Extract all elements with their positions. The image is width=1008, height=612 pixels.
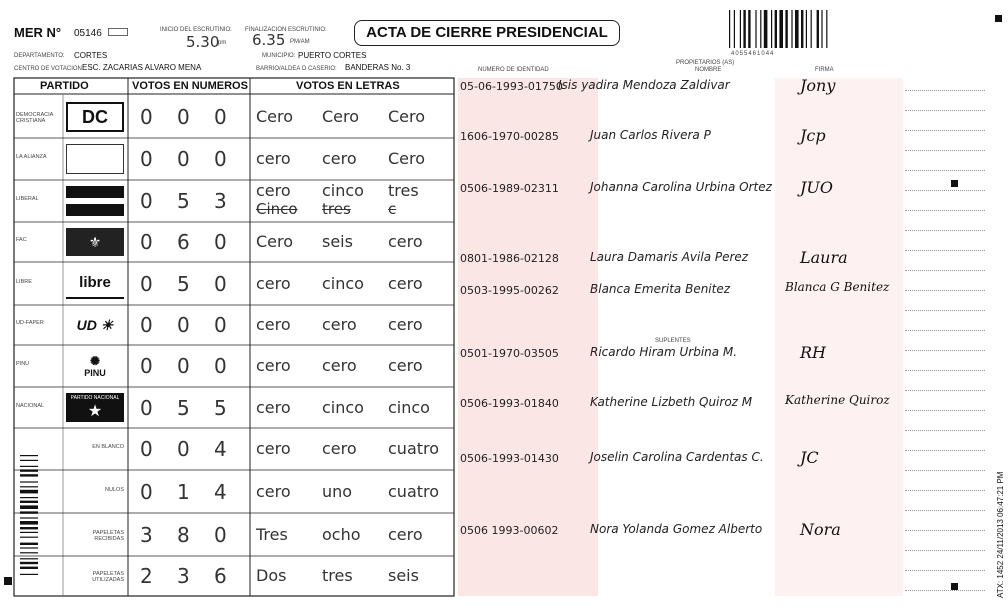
- vote-digit: 0: [140, 189, 153, 213]
- vote-digit: 5: [214, 395, 227, 420]
- vote-digit: 0: [214, 105, 227, 129]
- dotted-line: [905, 450, 985, 451]
- document-title: ACTA DE CIERRE PRESIDENCIAL: [354, 20, 620, 46]
- vote-word: cero: [256, 356, 291, 375]
- vote-digit: 6: [177, 230, 190, 254]
- vote-digit: 0: [214, 147, 227, 171]
- vote-digit: 0: [140, 230, 153, 254]
- member-signature: Jony: [800, 76, 836, 95]
- col-partido: PARTIDO: [40, 80, 89, 92]
- vote-digit: 0: [177, 105, 190, 129]
- vote-digit: 0: [214, 271, 227, 296]
- identity-column-shade: [458, 78, 598, 596]
- vote-word: cero: [256, 481, 291, 501]
- member-signature: Jcp: [800, 126, 826, 145]
- member-identity: 0801-1986-02128: [460, 252, 559, 265]
- inicio-suffix: pm: [218, 40, 227, 46]
- dotted-line: [905, 490, 985, 491]
- dotted-line: [905, 130, 985, 131]
- member-name: Nora Yolanda Gomez Alberto: [590, 522, 763, 536]
- vote-word: Tres: [256, 524, 288, 544]
- party-name: LIBRE: [16, 278, 32, 285]
- party-name: LA ALIANZA: [16, 154, 47, 160]
- party-logo: [66, 186, 124, 216]
- vote-word: Cero: [388, 149, 426, 168]
- vote-word: Cero: [322, 107, 360, 126]
- dotted-line: [905, 310, 985, 311]
- inicio-value: 5.30: [186, 33, 220, 51]
- party-name: LIBERAL: [16, 196, 39, 202]
- party-logo: ✺ PINU: [84, 354, 106, 378]
- vote-word: ocho: [322, 524, 361, 544]
- vote-word: tres: [322, 566, 353, 585]
- vote-digit: 3: [177, 564, 190, 588]
- member-identity: 0503-1995-00262: [460, 284, 559, 297]
- member-name: Johanna Carolina Urbina Ortez: [590, 180, 772, 194]
- party-name: PAPELETAS RECIBIDAS: [92, 529, 124, 542]
- struck-word: c: [388, 200, 397, 218]
- member-name: Isis yadira Mendoza Zaldivar: [558, 78, 730, 92]
- vote-digit: 0: [177, 313, 190, 337]
- col-numeros: VOTOS EN NUMEROS: [132, 80, 248, 92]
- vote-word: uno: [322, 481, 353, 501]
- vote-digit: 1: [177, 479, 190, 504]
- dotted-line: [905, 90, 985, 91]
- barcode-bar: [20, 505, 38, 509]
- vote-word: cuatro: [388, 439, 440, 458]
- vote-word: cinco: [322, 397, 364, 417]
- departamento-value: CORTES: [74, 51, 108, 60]
- vote-digit: 0: [140, 479, 153, 504]
- vote-word: cero: [322, 315, 357, 334]
- member-identity: 1606-1970-00285: [460, 130, 559, 143]
- member-signature: Nora: [800, 520, 841, 539]
- dotted-line: [905, 570, 985, 571]
- vote-word: cinco: [322, 273, 364, 293]
- vote-word: cero: [388, 273, 423, 293]
- barcode-bar: [20, 469, 38, 471]
- vote-word: cero: [322, 439, 357, 458]
- vote-digit: 0: [177, 354, 190, 378]
- vote-word: Dos: [256, 566, 287, 585]
- vote-digit: 6: [214, 564, 227, 588]
- barcode-bar: [20, 527, 38, 529]
- barcode-bar: [20, 497, 38, 498]
- dotted-line: [905, 550, 985, 551]
- member-identity: 05-06-1993-01750: [460, 80, 563, 93]
- nombre-label: NOMBRE: [695, 67, 722, 73]
- vote-digit: 3: [140, 522, 153, 547]
- member-name: Joselin Carolina Cardentas C.: [590, 450, 764, 464]
- vote-digit: 0: [214, 354, 227, 378]
- firma-label: FIRMA: [815, 67, 834, 73]
- fin-value: 6.35: [252, 31, 286, 49]
- member-signature: Blanca G Benitez: [785, 280, 890, 294]
- dotted-line: [905, 170, 985, 171]
- dotted-line: [905, 270, 985, 271]
- barcode-bar: [20, 562, 38, 564]
- vote-digit: 0: [177, 437, 190, 461]
- dotted-line: [905, 110, 985, 111]
- vote-digit: 0: [140, 437, 153, 461]
- member-name: Katherine Lizbeth Quiroz M: [590, 395, 753, 409]
- barcode-bar: [20, 537, 38, 538]
- member-signature: Laura: [800, 248, 848, 267]
- vote-digit: 0: [140, 313, 153, 337]
- vote-word: cero: [256, 315, 291, 334]
- dotted-line: [905, 290, 985, 291]
- barcode-bar: [20, 486, 38, 487]
- barcode-bar: [20, 490, 38, 494]
- vote-word: cero: [256, 149, 291, 168]
- vote-word: cero: [388, 315, 423, 334]
- member-signature: JC: [800, 448, 819, 467]
- barcode-left: [20, 455, 60, 575]
- vote-word: seis: [322, 232, 353, 251]
- vote-digit: 0: [214, 230, 227, 254]
- vote-word: cero: [388, 232, 423, 251]
- member-identity: 0506-1993-01840: [460, 397, 559, 410]
- vote-word: cero: [256, 397, 291, 417]
- barcode-bar: [20, 511, 38, 513]
- vote-digit: 4: [214, 479, 227, 504]
- vote-digit: 0: [140, 395, 153, 420]
- struck-word: Cinco: [256, 200, 298, 218]
- party-name: NULOS: [105, 486, 124, 493]
- dotted-line: [905, 390, 985, 391]
- vote-digit: 0: [140, 105, 153, 129]
- dotted-line: [905, 350, 985, 351]
- barcode-bar: [20, 481, 38, 482]
- vote-word: tres: [388, 181, 419, 200]
- vote-digit: 0: [140, 354, 153, 378]
- member-signature: Katherine Quiroz: [785, 393, 890, 407]
- party-name: NACIONAL: [16, 402, 45, 409]
- barrio-value: BANDERAS No. 3: [345, 63, 411, 72]
- vote-word: cero: [322, 356, 357, 375]
- member-signature: JUO: [800, 178, 834, 197]
- identidad-label: NUMERO DE IDENTIDAD: [478, 67, 549, 73]
- barcode-bar: [20, 567, 38, 569]
- dotted-line: [905, 210, 985, 211]
- vote-digit: 0: [140, 147, 153, 171]
- municipio-value: PUERTO CORTES: [298, 51, 367, 60]
- departamento-label: DEPARTAMENTO:: [14, 53, 65, 59]
- vote-word: cero: [388, 356, 423, 375]
- vote-digit: 5: [177, 395, 190, 420]
- party-logo: UD ☀: [76, 316, 114, 333]
- party-name: PINU: [16, 361, 30, 367]
- dotted-line: [905, 590, 985, 591]
- barcode-bar: [20, 547, 38, 548]
- barcode-bar: [20, 466, 38, 467]
- dotted-line: [905, 330, 985, 331]
- barcode-bar: [20, 574, 38, 575]
- barcode-bar: [20, 532, 38, 533]
- member-name: Laura Damaris Avila Perez: [590, 250, 749, 264]
- member-name: Ricardo Hiram Urbina M.: [590, 345, 738, 359]
- vote-word: Cero: [388, 107, 426, 126]
- side-stamp: ATX: 1452 24/11/2013 06:47:21 PM: [996, 471, 1005, 598]
- vote-digit: 5: [177, 189, 190, 213]
- vote-digit: 0: [140, 271, 153, 296]
- member-identity: 0506-1993-01430: [460, 452, 559, 465]
- member-name: Juan Carlos Rivera P: [590, 128, 711, 142]
- vote-digit: 8: [177, 522, 190, 547]
- vote-word: cero: [256, 273, 291, 293]
- dotted-line: [905, 530, 985, 531]
- vote-digit: 3: [214, 189, 227, 213]
- centro-label: CENTRO DE VOTACION:: [14, 66, 84, 72]
- propietarios-label: PROPIETARIOS (AS): [676, 60, 735, 66]
- party-logo: DC: [66, 102, 124, 132]
- barcode-bar: [20, 501, 38, 503]
- party-name: UD-FAPER: [16, 320, 44, 326]
- party-name: EN BLANCO: [92, 444, 124, 450]
- dotted-line: [905, 370, 985, 371]
- mer-label: MER N°: [14, 25, 62, 40]
- dotted-line: [905, 190, 985, 191]
- fin-label: FINALIZACION ESCRUTINIO:: [245, 27, 327, 33]
- barcode-bar: [20, 558, 38, 559]
- barcode-number: 4055461044: [731, 51, 775, 57]
- vote-word: cuatro: [388, 481, 440, 501]
- party-name: PAPELETAS UTILIZADAS: [92, 571, 124, 583]
- party-logo: PARTIDO NACIONAL ★: [66, 393, 124, 422]
- dotted-line: [905, 150, 985, 151]
- vote-digit: 5: [177, 271, 190, 296]
- centro-value: ESC. ZACARIAS ALVARO MENA: [82, 63, 202, 72]
- party-logo: [66, 144, 124, 174]
- vote-digit: 0: [177, 147, 190, 171]
- fin-suffix: PM/AM: [290, 39, 310, 45]
- vote-digit: 0: [214, 313, 227, 337]
- barcode-bar: [20, 543, 38, 545]
- party-logo: libre: [66, 268, 124, 299]
- municipio-label: MUNICIPIO:: [262, 53, 296, 59]
- inicio-label: INICIO DEL ESCRUTINIO:: [160, 27, 232, 33]
- member-identity: 0506-1989-02311: [460, 182, 559, 195]
- vote-word: cero: [322, 149, 357, 168]
- barcode-bar: [20, 460, 38, 461]
- vote-word: Cero: [256, 107, 294, 126]
- barcode-bar: [20, 517, 38, 518]
- vote-word: Cero: [256, 232, 294, 251]
- col-letras: VOTOS EN LETRAS: [296, 80, 400, 92]
- party-name: FAC: [16, 237, 27, 243]
- member-identity: 0506 1993-00602: [460, 524, 559, 537]
- vote-digit: 2: [140, 564, 153, 588]
- dotted-line: [905, 470, 985, 471]
- vote-digit: 4: [214, 437, 227, 461]
- vote-word: cero: [388, 524, 423, 544]
- barcode-bar: [20, 455, 38, 456]
- vote-word: seis: [388, 566, 419, 585]
- dotted-line: [905, 410, 985, 411]
- barcode-bar: [20, 521, 38, 525]
- vote-word: cinco: [322, 181, 364, 200]
- vote-digit: 0: [214, 522, 227, 547]
- mer-number: 05146: [74, 28, 102, 39]
- vote-word: cero: [256, 439, 291, 458]
- member-identity: 0501-1970-03505: [460, 347, 559, 360]
- vote-word: cinco: [388, 397, 430, 417]
- dotted-line: [905, 250, 985, 251]
- party-name: DEMOCRACIA CRISTIANA: [16, 112, 53, 124]
- dotted-line: [905, 510, 985, 511]
- member-signature: RH: [800, 343, 826, 362]
- signature-column-shade: [775, 78, 903, 596]
- barcode-bar: [20, 552, 38, 553]
- dotted-line: [905, 430, 985, 431]
- suplentes-label: SUPLENTES: [655, 338, 691, 344]
- member-name: Blanca Emerita Benitez: [590, 282, 731, 296]
- struck-word: tres: [322, 200, 351, 218]
- vote-word: cero: [256, 181, 291, 200]
- barrio-label: BARRIO/ALDEA O CASERIO:: [256, 66, 337, 72]
- barcode-bar: [20, 474, 38, 476]
- party-logo: ⚜: [66, 228, 124, 256]
- dotted-line: [905, 230, 985, 231]
